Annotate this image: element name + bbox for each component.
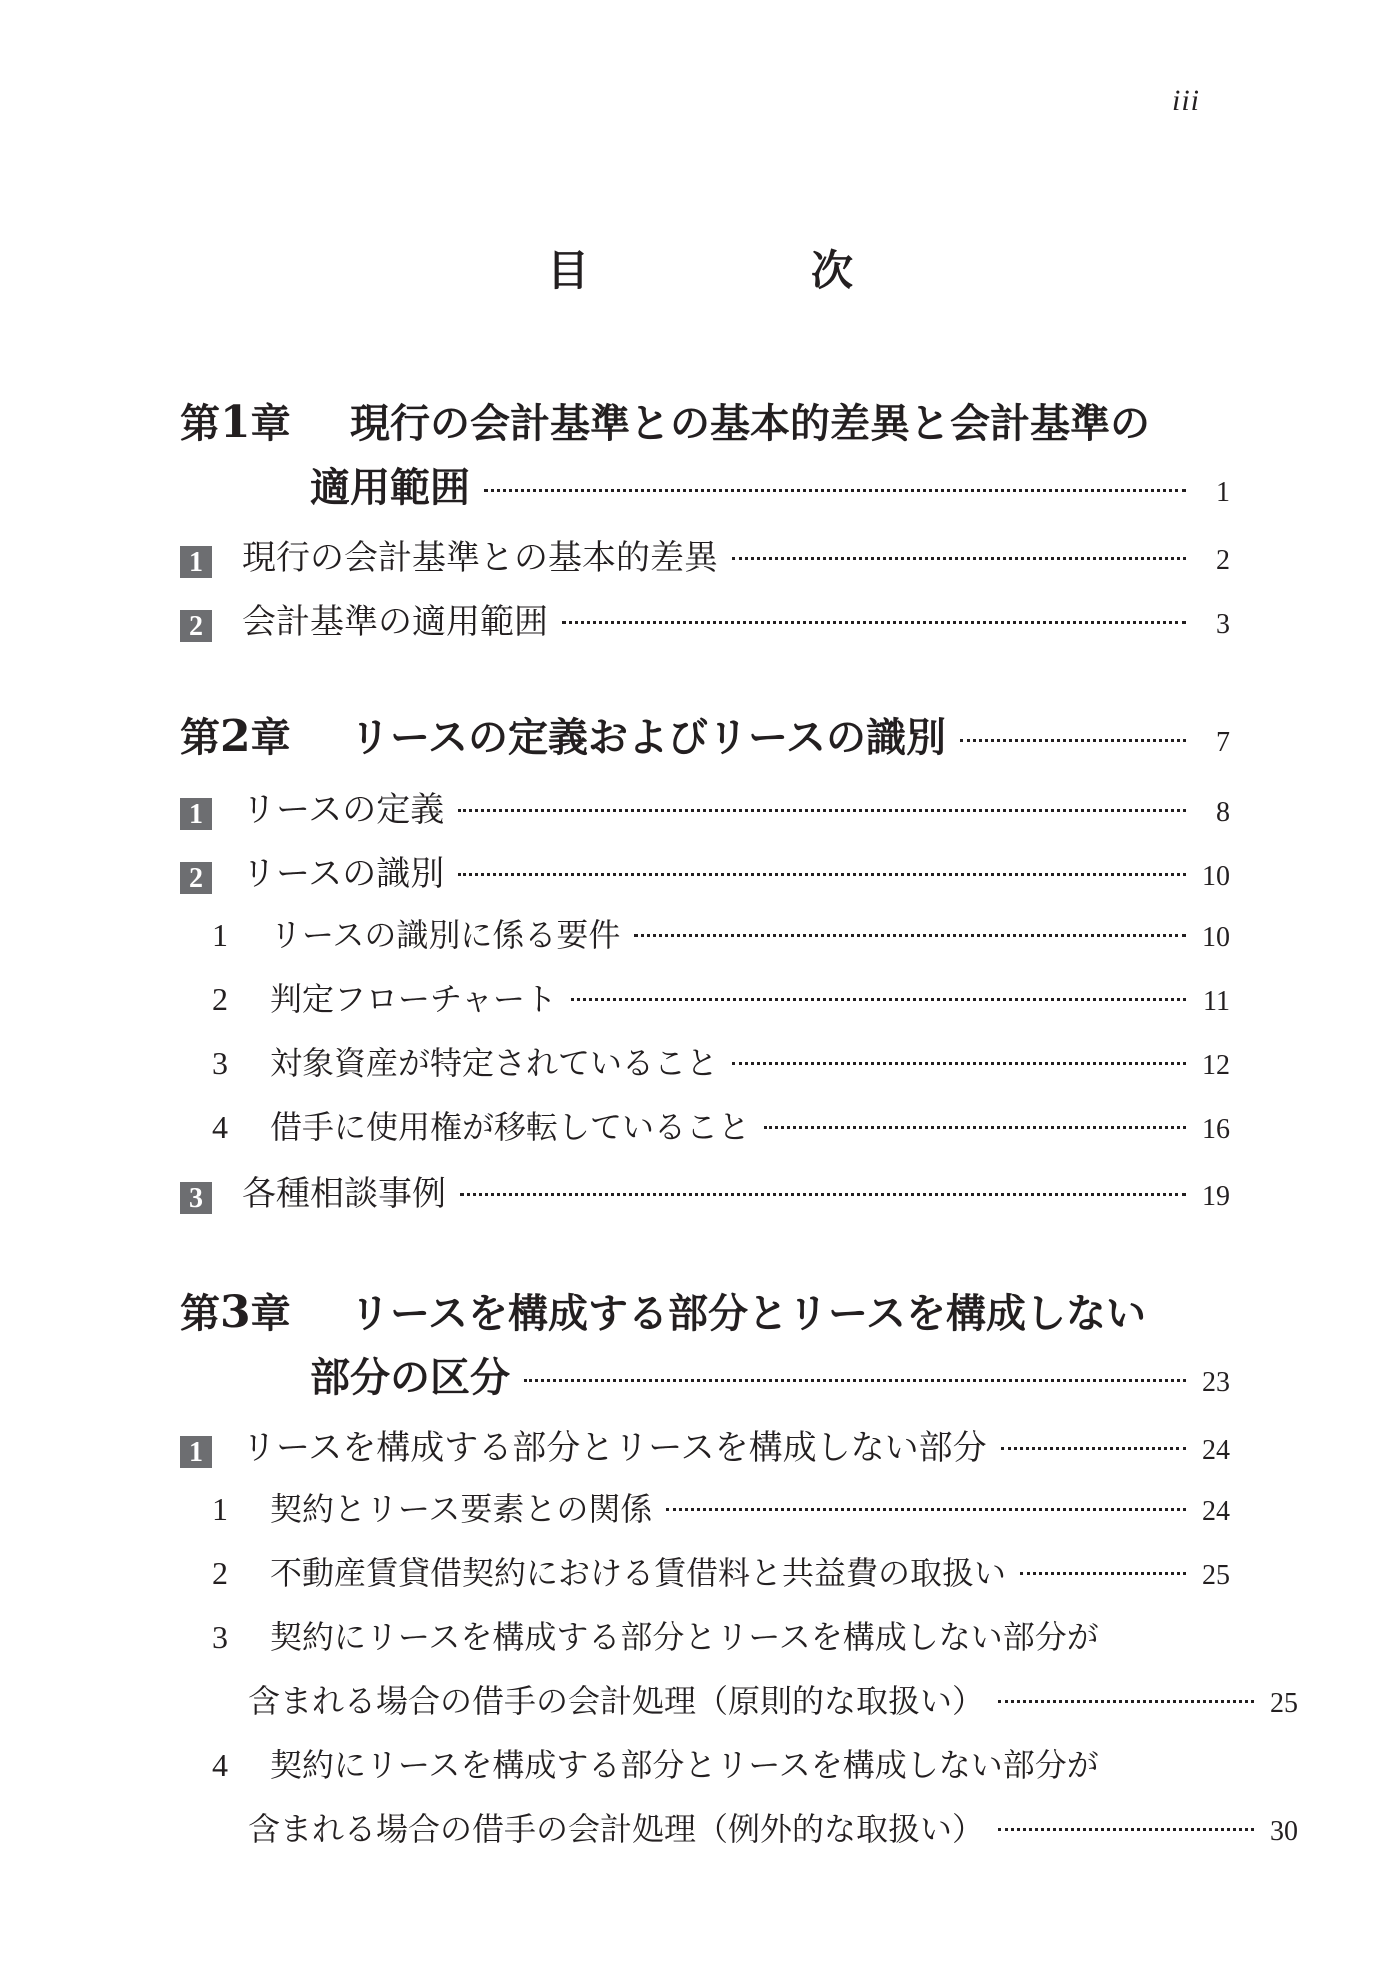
page-ref: 11 [1203,986,1230,1017]
toc-section[interactable] [180,782,1230,838]
toc-section[interactable] [180,594,1230,650]
page-title: 目 次 [546,246,943,295]
subsection-title: 判定フローチャート [270,980,558,1018]
toc-section[interactable] [180,1166,1230,1222]
subsection-number: 1 [212,1491,228,1527]
section-badge: 2 [180,862,212,894]
subsection-number: 3 [212,1045,228,1081]
toc-section[interactable] [180,1420,1230,1476]
dot-leader [998,1700,1254,1703]
page-ref: 12 [1202,1050,1230,1081]
subsection-title: 不動産賃貸借契約における賃借料と共益費の取扱い [270,1554,1007,1592]
page-ref: 10 [1202,861,1230,892]
toc-section[interactable] [180,846,1230,902]
page-ref: 19 [1202,1181,1230,1212]
chapter-title: リースの定義およびリースの識別 [350,715,946,761]
section-title: 各種相談事例 [242,1174,446,1214]
toc-section[interactable] [180,530,1230,586]
chapter-label: 第1章 [180,397,291,448]
section-badge: 3 [180,1182,212,1214]
page-number: iii [1171,84,1200,117]
section-title: 現行の会計基準との基本的差異 [242,538,718,578]
page-ref: 24 [1202,1435,1230,1466]
section-badge: 1 [180,798,212,830]
dot-leader [571,998,1186,1001]
subsection-number: 4 [212,1109,228,1145]
toc-subsection[interactable] [180,1484,1230,1540]
page-ref: 1 [1216,477,1230,508]
subsection-number: 2 [212,981,228,1017]
subsection-title: リースの識別に係る要件 [270,916,621,954]
page-ref: 30 [1270,1816,1298,1847]
subsection-number: 2 [212,1555,228,1591]
section-badge: 1 [180,546,212,578]
section-badge: 1 [180,1436,212,1468]
dot-leader [562,621,1186,624]
subsection-number: 4 [212,1747,228,1783]
dot-leader [666,1508,1186,1511]
chapter-label: 第2章 [180,711,291,762]
toc-subsection-continued[interactable] [180,1804,1298,1860]
chapter-3-heading[interactable] [180,1282,1230,1410]
chapter-1-heading[interactable] [180,392,1230,520]
dot-leader [764,1126,1186,1129]
subsection-title: 借手に使用権が移転していること [270,1108,751,1146]
section-title: 会計基準の適用範囲 [242,602,548,642]
chapter-title: 現行の会計基準との基本的差異と会計基準の [350,401,1150,447]
page-ref: 24 [1202,1496,1230,1527]
toc-subsection[interactable] [180,910,1230,966]
chapter-label: 第3章 [180,1287,291,1338]
page-ref: 23 [1202,1367,1230,1398]
subsection-number: 3 [212,1619,228,1655]
toc-subsection[interactable] [180,974,1230,1030]
dot-leader [460,1193,1186,1196]
chapter-2-heading[interactable] [180,706,1230,770]
page-ref: 3 [1216,609,1230,640]
toc-subsection-continued[interactable] [180,1676,1298,1732]
page-ref: 8 [1216,797,1230,828]
toc-subsection[interactable] [180,1740,1230,1796]
toc-subsection[interactable] [180,1612,1230,1668]
subsection-title-continued: 含まれる場合の借手の会計処理（例外的な取扱い） [248,1810,985,1848]
subsection-title: 契約にリースを構成する部分とリースを構成しない部分が [270,1618,1099,1656]
section-title: リースの定義 [242,790,445,830]
dot-leader [458,873,1186,876]
chapter-title: リースを構成する部分とリースを構成しない [350,1291,1146,1337]
subsection-title: 契約にリースを構成する部分とリースを構成しない部分が [270,1746,1099,1784]
subsection-title-continued: 含まれる場合の借手の会計処理（原則的な取扱い） [248,1682,985,1720]
page-ref: 16 [1202,1114,1230,1145]
page-ref: 2 [1216,545,1230,576]
chapter-title-continued: 適用範囲 [310,465,470,511]
section-title: リースの識別 [242,854,445,894]
dot-leader [524,1379,1186,1382]
section-title: リースを構成する部分とリースを構成しない部分 [242,1428,987,1468]
dot-leader [484,489,1186,492]
subsection-title: 契約とリース要素との関係 [270,1490,653,1528]
dot-leader [1020,1572,1186,1575]
toc-subsection[interactable] [180,1102,1230,1158]
subsection-title: 対象資産が特定されていること [270,1044,719,1082]
chapter-title-continued: 部分の区分 [310,1355,510,1401]
section-badge: 2 [180,610,212,642]
subsection-number: 1 [212,917,228,953]
dot-leader [732,557,1186,560]
dot-leader [732,1062,1186,1065]
page-ref: 7 [1216,727,1230,758]
dot-leader [998,1828,1254,1831]
toc-subsection[interactable] [180,1548,1230,1604]
dot-leader [458,809,1186,812]
page-ref: 25 [1202,1560,1230,1591]
page-ref: 10 [1202,922,1230,953]
dot-leader [634,934,1186,937]
dot-leader [960,739,1186,742]
page-ref: 25 [1270,1688,1298,1719]
toc-subsection[interactable] [180,1038,1230,1094]
dot-leader [1001,1447,1186,1450]
